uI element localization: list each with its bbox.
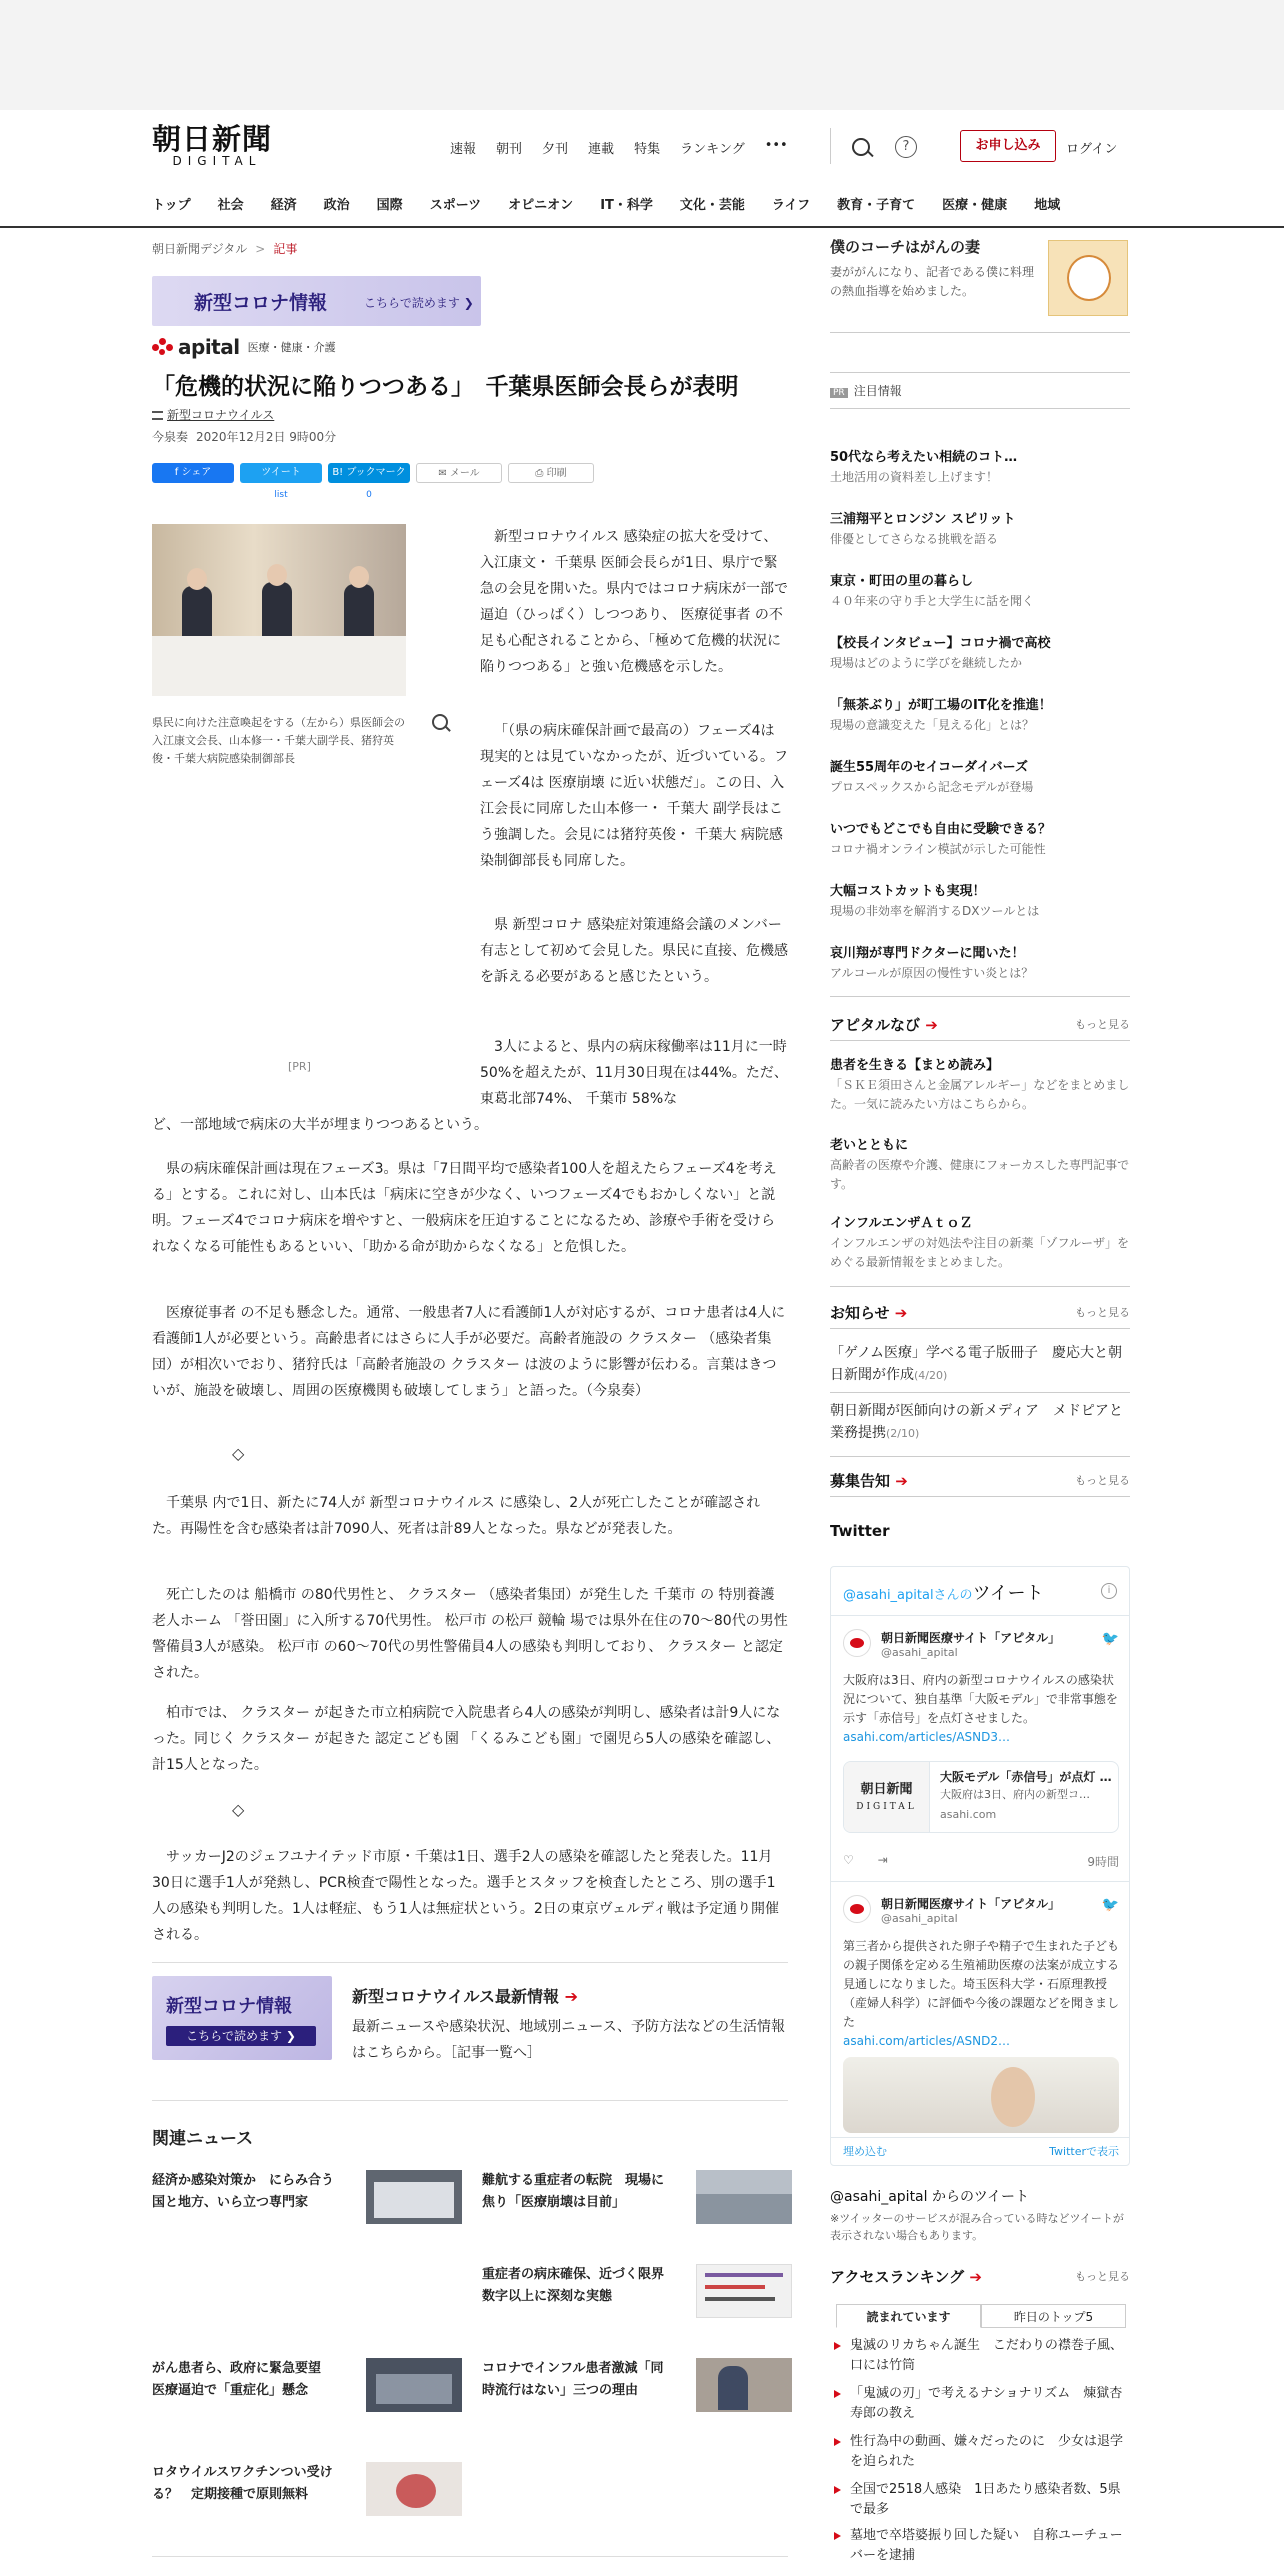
tweet-count: list: [274, 490, 288, 500]
sidebar-divider: [830, 1456, 1130, 1457]
section-nav: [152, 194, 1087, 213]
twitter-timeline: [830, 1566, 1130, 2166]
sidebar-divider: [830, 996, 1130, 997]
section-top[interactable]: トップ: [152, 198, 191, 213]
tab-most-read[interactable]: 読まれています: [836, 2304, 981, 2328]
corona-latest-body: 最新ニュースや感染状況、地域別ニュース、予防方法などの生活情報はこちらから。［記事一覧へ］: [352, 2019, 786, 2061]
sidebar-divider: [830, 408, 1130, 409]
tweet-body: [843, 1671, 1119, 1747]
apital-navi-more-link[interactable]: もっと見る: [1075, 1018, 1130, 1031]
promo-item[interactable]: [830, 632, 1130, 671]
bookmark-count: 0: [366, 490, 372, 500]
twitter-share-button[interactable]: [240, 463, 322, 500]
related-news-item[interactable]: コロナでインフル患者激減「同時流行はない」三つの理由: [482, 2361, 664, 2398]
mail-share-button[interactable]: [416, 463, 502, 483]
promo-desc: コロナ禍オンライン模試が示した可能性: [830, 842, 1046, 856]
breadcrumb-home[interactable]: 朝日新聞デジタル: [152, 242, 248, 256]
print-button[interactable]: [508, 463, 594, 483]
heart-icon[interactable]: ♡: [843, 1853, 854, 1867]
timeline-user: @asahi_apitalさんの: [843, 1588, 973, 1603]
author: 今泉奏: [152, 430, 189, 444]
recruit-more-link[interactable]: もっと見る: [1075, 1474, 1130, 1487]
avatar[interactable]: [843, 1629, 871, 1657]
breadcrumb-separator: >: [255, 242, 266, 256]
coach-title: 僕のコーチはがんの妻: [830, 238, 981, 256]
sidebar-divider: [830, 1496, 1130, 1497]
twitter-bird-icon: 🐦: [1101, 1897, 1119, 1913]
ranking-more-link[interactable]: もっと見る: [1075, 2270, 1130, 2283]
promo-title: 誕生55周年のセイコーダイバーズ: [830, 760, 1029, 775]
apital-navi-heading[interactable]: [830, 1014, 1130, 1035]
article-paragraph: 死亡したのは 船橋市 の80代男性と、 クラスター （感染者集団）が発生した 千葉市 の 特別養護老人ホーム 「誉田園」に入所する70代男性。 松戸市 の松戸 競輪 場では県外在住の70～80代の男性警備員3人が感染。 松戸市 の60～70代の男性警備員4人の感染も判明しており、 クラスター と認定された。: [152, 1587, 788, 1681]
timeline-footer: [843, 2143, 1119, 2159]
coach-desc: 妻ががんになり、記者である僕に料理の熱血指導を始めました。: [830, 265, 1035, 298]
ranking-item[interactable]: 鬼滅のリカちゃん誕生 こだわりの襟巻子風、口には竹筒: [830, 2336, 1130, 2376]
nav-evening[interactable]: 夕刊: [542, 142, 569, 157]
notice-item-date: (4/20): [914, 1369, 948, 1382]
tweet-author-handle[interactable]: @asahi_apital: [881, 1646, 958, 1659]
banner2-image-cta: こちらで読めます ❯: [166, 2026, 316, 2046]
nav-series[interactable]: 連載: [588, 142, 615, 157]
breadcrumb-current: 記事: [273, 242, 298, 256]
ranking-item[interactable]: 墓地で卒塔婆振り回した疑い 自称ユーチューバーを逮捕: [830, 2526, 1130, 2566]
nav-ranking[interactable]: ランキング: [680, 142, 745, 157]
twitter-fallback-title[interactable]: @asahi_apital からのツイート: [830, 2189, 1029, 2205]
promo-item[interactable]: [830, 508, 1130, 547]
related-news-thumbnail[interactable]: [696, 2264, 792, 2318]
promo-item[interactable]: [830, 446, 1130, 485]
hatena-bookmark-button[interactable]: [328, 463, 410, 500]
related-news-thumbnail[interactable]: [696, 2358, 792, 2412]
article-photo[interactable]: [152, 524, 406, 696]
tweet-author-name[interactable]: 朝日新聞医療サイト「アピタル」: [881, 1631, 1061, 1645]
facebook-share-button[interactable]: [152, 463, 234, 483]
sidebar-divider: [830, 372, 1130, 373]
article-paragraph: ど、一部地域で病床の大半が埋まりつつあるという。: [152, 1117, 488, 1133]
divider: [152, 2100, 788, 2101]
header-divider: [830, 128, 831, 164]
related-news-item[interactable]: がん患者ら、政府に緊急要望 医療逼迫で「重症化」懸念: [152, 2361, 335, 2398]
share-bar: [152, 463, 594, 500]
related-news-item[interactable]: ロタウイルスワクチンつい受ける？ 定期接種で原則無料: [152, 2465, 333, 2502]
top-blank-area: [0, 0, 1284, 110]
card-logo: [844, 1762, 930, 1833]
promo-title: 大幅コストカットも実現！: [830, 884, 986, 899]
view-on-twitter-link[interactable]: Twitterで表示: [1049, 2145, 1119, 2158]
logo-main: 朝日新聞: [152, 122, 273, 156]
article-paragraph: 「（県の病床確保計画で最高の）フェーズ4は現実的とは見ていなかったが、近づいている。フェーズ4は 医療崩壊 に近い状態だ」。この日、入江会長に同席した山本修一・ 千葉大 副学長はこう強調した。会見には猪狩英俊・ 千葉大 病院感染制御部長も同席した。: [480, 723, 788, 869]
section-society[interactable]: 社会: [217, 198, 244, 213]
zoom-icon[interactable]: [432, 714, 448, 730]
subscribe-button[interactable]: お申し込み: [960, 130, 1056, 162]
facebook-share-label: f シェア: [174, 467, 212, 478]
apital-label[interactable]: [152, 336, 336, 358]
arrow-right-icon: ➔: [894, 1304, 908, 1322]
section-culture[interactable]: 文化・芸能: [679, 198, 745, 213]
notice-item-title: 「ゲノム医療」学べる電子版冊子 慶応大と朝日新聞が作成: [830, 1345, 1123, 1383]
related-news-item[interactable]: 経済か感染対策か にらみ合う国と地方、いら立つ専門家: [152, 2173, 335, 2210]
section-health[interactable]: 医療・健康: [942, 198, 1008, 213]
ranking-heading[interactable]: [830, 2266, 1130, 2287]
photo-caption: 県民に向けた注意喚起をする（左から）県医師会の入江康文会長、山本修一・千葉大副学長、猪狩英俊・千葉大病院感染制御部長: [152, 716, 405, 765]
embed-link[interactable]: 埋め込む: [843, 2145, 887, 2158]
more-menu-icon[interactable]: •••: [764, 138, 788, 153]
divider: [152, 2556, 788, 2557]
apital-logo-icon: [152, 338, 174, 356]
promo-item[interactable]: [830, 818, 1130, 857]
banner2-image-title: 新型コロナ情報: [166, 1996, 292, 2017]
corona-info-banner[interactable]: [152, 276, 481, 326]
avatar[interactable]: [843, 1895, 871, 1923]
tweet-author-name[interactable]: 朝日新聞医療サイト「アピタル」: [881, 1897, 1061, 1911]
tweet-text: 第三者から提供された卵子や精子で生まれた子どもの親子関係を定める生殖補助医療の法案が成立する見通しになりました。埼玉医科大学・石原理教授（産婦人科学）に評価や今後の課題などを聞きました: [843, 1939, 1120, 2029]
article-headline: 「危機的状況に陥りつつある」 千葉県医師会長らが表明: [152, 374, 739, 400]
arrow-right-icon: ➔: [895, 1472, 908, 1490]
info-icon[interactable]: i: [1101, 1583, 1117, 1599]
promo-title: 50代なら考えたい相続のコト…: [830, 450, 1018, 465]
search-icon[interactable]: [852, 138, 870, 156]
related-news-heading: 関連ニュース: [152, 2129, 254, 2149]
promo-title: いつでもどこでも自由に受験できる？: [830, 822, 1052, 837]
ranking-title: アクセスランキング: [830, 2268, 965, 2286]
mail-icon: ✉: [438, 468, 450, 479]
tweet-link[interactable]: asahi.com/articles/ASND2…: [843, 2034, 1010, 2048]
tweet-body: [843, 1937, 1119, 2051]
sidebar-divider: [830, 1328, 1130, 1329]
article-paragraph: 千葉県 内で1日、新たに74人が 新型コロナウイルス に感染し、2人が死亡したことが確認された。再陽性を含む感染者は計7090人、死者は計89人となった。県などが発表した。: [152, 1495, 761, 1537]
recruit-heading[interactable]: [830, 1470, 1130, 1491]
section-economy[interactable]: 経済: [270, 198, 297, 213]
article-paragraph: 県 新型コロナ 感染症対策連絡会議のメンバー有志として初めて会見した。県民に直接、危機感を訴える必要があると感じたという。: [480, 917, 788, 985]
ranking-item[interactable]: 全国で2518人感染 1日あたり感染者数、5県で最多: [830, 2480, 1130, 2520]
related-news-item[interactable]: 重症者の病床確保、近づく限界 数字以上に深刻な実態: [482, 2267, 678, 2304]
promo-desc: 現場の非効率を解消するDXツールとは: [830, 904, 1040, 918]
featured-info-heading: [830, 382, 902, 399]
promo-item[interactable]: [830, 756, 1130, 795]
logo-sub: DIGITAL: [172, 154, 262, 168]
section-break: ◇: [232, 1444, 245, 1463]
related-news-thumbnail[interactable]: [696, 2170, 792, 2224]
related-news-thumbnail[interactable]: [366, 2170, 462, 2224]
mail-label: メール: [449, 468, 480, 479]
promo-title: 東京・町田の里の暮らし: [830, 574, 974, 589]
card-desc: 大阪府は3日、府内の新型コ…: [940, 1788, 1090, 1801]
ranking-tabs: [836, 2304, 1126, 2328]
twitter-fallback-desc: ※ツイッターのサービスが混み合っている時などツイートが表示されない場合もあります。: [830, 2212, 1124, 2242]
nav-features[interactable]: 特集: [634, 142, 661, 157]
promo-item[interactable]: [830, 880, 1130, 919]
promo-title: 哀川翔が専門ドクターに聞いた！: [830, 946, 1025, 961]
tweet-time[interactable]: 9時間: [1087, 1855, 1119, 1869]
corona-latest-title-text: 新型コロナウイルス最新情報: [352, 1987, 560, 2006]
promo-desc: 現場はどのように学びを継続したか: [830, 656, 1023, 670]
promo-desc: アルコールが原因の慢性すい炎とは？: [830, 966, 1034, 980]
ranking-item[interactable]: 「鬼滅の刃」で考えるナショナリズム 煉獄杏寿郎の教え: [830, 2384, 1130, 2424]
notice-title: お知らせ: [830, 1304, 890, 1322]
promo-desc: 俳優としてさらなる挑戦を語る: [830, 532, 999, 546]
promo-title: 三浦翔平とロンジン スピリット: [830, 512, 1016, 527]
notice-item[interactable]: [830, 1400, 1130, 1445]
section-life[interactable]: ライフ: [771, 198, 811, 213]
banner-cta: こちらで読めます ❯: [364, 296, 474, 310]
article-paragraph: 3人によると、県内の病床稼働率は11月に一時50%を超えたが、11月30日現在は44%。ただ、東葛北部74%、 千葉市 58%な: [480, 1039, 788, 1107]
top-nav: [450, 138, 808, 157]
breadcrumb: [152, 240, 297, 257]
article-paragraph: 新型コロナウイルス 感染症の拡大を受けて、入江康文・ 千葉県 医師会長らが1日、県庁で緊急の会見を開いた。県内ではコロナ病床が一部で逼迫（ひっぱく）しつつあり、 医療従事者 の不足も心配されることから、「極めて危機的状況に陥りつつある」と強い危機感を示した。: [480, 529, 788, 675]
arrow-right-icon: ➔: [564, 1987, 579, 2006]
related-news-thumbnail[interactable]: [366, 2358, 462, 2412]
section-education[interactable]: 教育・子育て: [837, 198, 916, 213]
pr-label: [PR]: [288, 1060, 311, 1073]
apital-navi-item-desc: インフルエンザの対処法や注目の新薬「ゾフルーザ」をめぐる最新情報をまとめました。: [830, 1236, 1130, 1269]
pr-badge: PR: [830, 388, 848, 398]
promo-title: 【校長インタビュー】コロナ禍で高校: [830, 636, 1051, 651]
notice-item-title: 朝日新聞が医師向けの新メディア メドピアと業務提携: [830, 1403, 1123, 1441]
apital-navi-item-desc: 「ＳＫＥ須田さんと金属アレルギー」などをまとめました。一気に読みたい方はこちらから。: [830, 1078, 1130, 1111]
apital-name: apital: [178, 335, 240, 359]
recruit-title: 募集告知: [830, 1472, 891, 1490]
tab-yesterday-top5[interactable]: 昨日のトップ5: [981, 2304, 1126, 2328]
tweet-author-handle[interactable]: @asahi_apital: [881, 1912, 958, 1925]
apital-navi-item-desc: 高齢者の医療や介護、健康にフォーカスした専門記事です。: [830, 1158, 1130, 1191]
hatena-bookmark-label: B! ブックマーク: [332, 467, 406, 478]
section-break: ◇: [232, 1800, 245, 1819]
apital-navi-item[interactable]: [830, 1212, 1130, 1272]
timeline-header[interactable]: [843, 1579, 1044, 1605]
related-news-item[interactable]: 難航する重症者の転院 現場に焦り「医療崩壊は目前」: [482, 2173, 665, 2210]
card-url: asahi.com: [940, 1808, 997, 1821]
card-title: 大阪モデル「赤信号」が点灯 …: [940, 1770, 1112, 1784]
notice-item-date: (2/10): [886, 1427, 920, 1440]
related-news-thumbnail[interactable]: [366, 2462, 462, 2516]
promo-desc: ４０年来の守り手と大学生に話を聞く: [830, 594, 1035, 608]
section-international[interactable]: 国際: [376, 198, 403, 213]
sidebar-divider: [830, 1040, 1130, 1041]
promo-desc: 土地活用の資料差し上げます！: [830, 470, 999, 484]
banner-title: 新型コロナ情報: [194, 292, 328, 314]
arrow-right-icon: ➔: [925, 1016, 938, 1034]
twitter-share-label: ツイート: [261, 467, 301, 478]
tweet-link[interactable]: asahi.com/articles/ASND3…: [843, 1730, 1010, 1744]
promo-item[interactable]: [830, 942, 1130, 981]
apital-category: 医療・健康・介護: [247, 341, 336, 354]
print-icon: ⎙: [535, 468, 547, 479]
site-logo[interactable]: [152, 122, 282, 174]
nav-breaking[interactable]: 速報: [450, 142, 477, 157]
print-label: 印刷: [546, 468, 567, 479]
timeline-suffix: ツイート: [972, 1583, 1044, 1604]
notice-heading[interactable]: [830, 1302, 1130, 1323]
twitter-heading: Twitter: [830, 1522, 890, 1540]
card-logo-main: 朝日新聞: [860, 1782, 913, 1797]
sidebar-divider: [830, 1392, 1130, 1393]
tweet-image[interactable]: [843, 2057, 1119, 2133]
article-paragraph: 柏市では、 クラスター が起きた市立柏病院で入院患者ら4人の感染が判明し、感染者は計9人になった。同じく クラスター が起きた 認定こども園 「くるみこども園」で園児ら5人の感染を確認し、計15人となった。: [152, 1705, 781, 1773]
twitter-fallback: [830, 2186, 1130, 2244]
notice-more-link[interactable]: もっと見る: [1075, 1306, 1130, 1319]
article-tag-label: 新型コロナウイルス: [167, 408, 275, 422]
coach-illustration: [1048, 240, 1128, 316]
promo-item[interactable]: [830, 694, 1130, 733]
section-opinion[interactable]: オピニオン: [508, 198, 574, 213]
article-paragraph: 県の病床確保計画は現在フェーズ3。県は「7日間平均で感染者100人を超えたらフェーズ4を考える」とする。これに対し、山本氏は「病床に空きが少なく、いつフェーズ4でもおかしくない」と説明。フェーズ4でコロナ病床を増やすと、一般病床を圧迫することになるため、診療や手術を受けられなくなる可能性もあるといい、「助かる命が助からなくなる」と危惧した。: [152, 1161, 777, 1255]
promo-desc: プロスペックスから記念モデルが登場: [830, 780, 1034, 794]
section-it-science[interactable]: IT・科学: [600, 198, 653, 213]
byline: [152, 428, 336, 445]
apital-navi-item-title: 患者を生きる【まとめ読み】: [830, 1058, 1000, 1073]
apital-navi-item[interactable]: [830, 1134, 1130, 1194]
list-icon: [152, 411, 163, 420]
sidebar-divider: [830, 332, 1130, 333]
sidebar-divider: [830, 1286, 1130, 1287]
article-tag[interactable]: [152, 406, 274, 423]
ranking-item[interactable]: 性行為中の動画、嫌々だったのに 少女は退学を迫られた: [830, 2432, 1130, 2472]
notice-item[interactable]: [830, 1342, 1130, 1387]
coach-promo[interactable]: [830, 236, 1130, 318]
promo-item[interactable]: [830, 570, 1130, 609]
tweet-actions: [843, 1853, 1119, 1867]
twitter-bird-icon: 🐦: [1101, 1631, 1119, 1647]
apital-navi-item-title: インフルエンザＡｔｏＺ: [830, 1216, 973, 1231]
apital-navi-item-title: 老いとともに: [830, 1138, 909, 1153]
card-logo-sub: DIGITAL: [856, 1802, 917, 1812]
link-card[interactable]: [843, 1761, 1119, 1833]
promo-desc: 現場の意識変えた「見える化」とは？: [830, 718, 1035, 732]
apital-navi-title: アピタルなび: [830, 1016, 921, 1034]
login-link[interactable]: ログイン: [1066, 142, 1118, 157]
apital-navi-item[interactable]: [830, 1054, 1130, 1114]
promo-title: 「無茶ぶり」が町工場のIT化を推進！: [830, 698, 1052, 713]
corona-latest-banner-image[interactable]: [152, 1976, 332, 2060]
section-region[interactable]: 地域: [1034, 198, 1061, 213]
nav-morning[interactable]: 朝刊: [496, 142, 523, 157]
section-politics[interactable]: 政治: [323, 198, 350, 213]
divider: [152, 1962, 788, 1963]
share-icon[interactable]: ⇥: [877, 1853, 888, 1867]
site-header: [0, 110, 1284, 228]
publish-date: 2020年12月2日 9時00分: [196, 430, 337, 444]
help-icon[interactable]: ?: [895, 136, 917, 158]
arrow-right-icon: ➔: [969, 2268, 982, 2286]
featured-info-label: 注目情報: [853, 384, 902, 398]
section-sports[interactable]: スポーツ: [429, 198, 482, 213]
article-paragraph: 医療従事者 の不足も懸念した。通常、一般患者7人に看護師1人が対応するが、コロナ患者は4人に看護師1人が必要という。高齢患者にはさらに人手が必要だ。高齢者施設の クラスター （感染者集団）が相次いでおり、猪狩氏は「高齢者施設の クラスター は波のように影響が伝わる。言葉はきついが、施設を破壊し、周囲の医療機関も破壊してしまう」と語った。（今泉奏）: [152, 1305, 786, 1399]
corona-latest-title[interactable]: [352, 1984, 578, 2007]
article-paragraph: サッカーJ2のジェフユナイテッド市原・千葉は1日、選手2人の感染を確認したと発表した。11月30日に選手1人が発熱し、PCR検査で陽性となった。選手とスタッフを検査したところ、別の選手1人の感染も判明した。1人は軽症、もう1人は無症状という。2日の東京ヴェルディ戦は予定通り開催される。: [152, 1849, 780, 1943]
tweet-text: 大阪府は3日、府内の新型コロナウイルスの感染状況について、独自基準「大阪モデル」で非常事態を示す「赤信号」を点灯させました。: [843, 1673, 1118, 1725]
